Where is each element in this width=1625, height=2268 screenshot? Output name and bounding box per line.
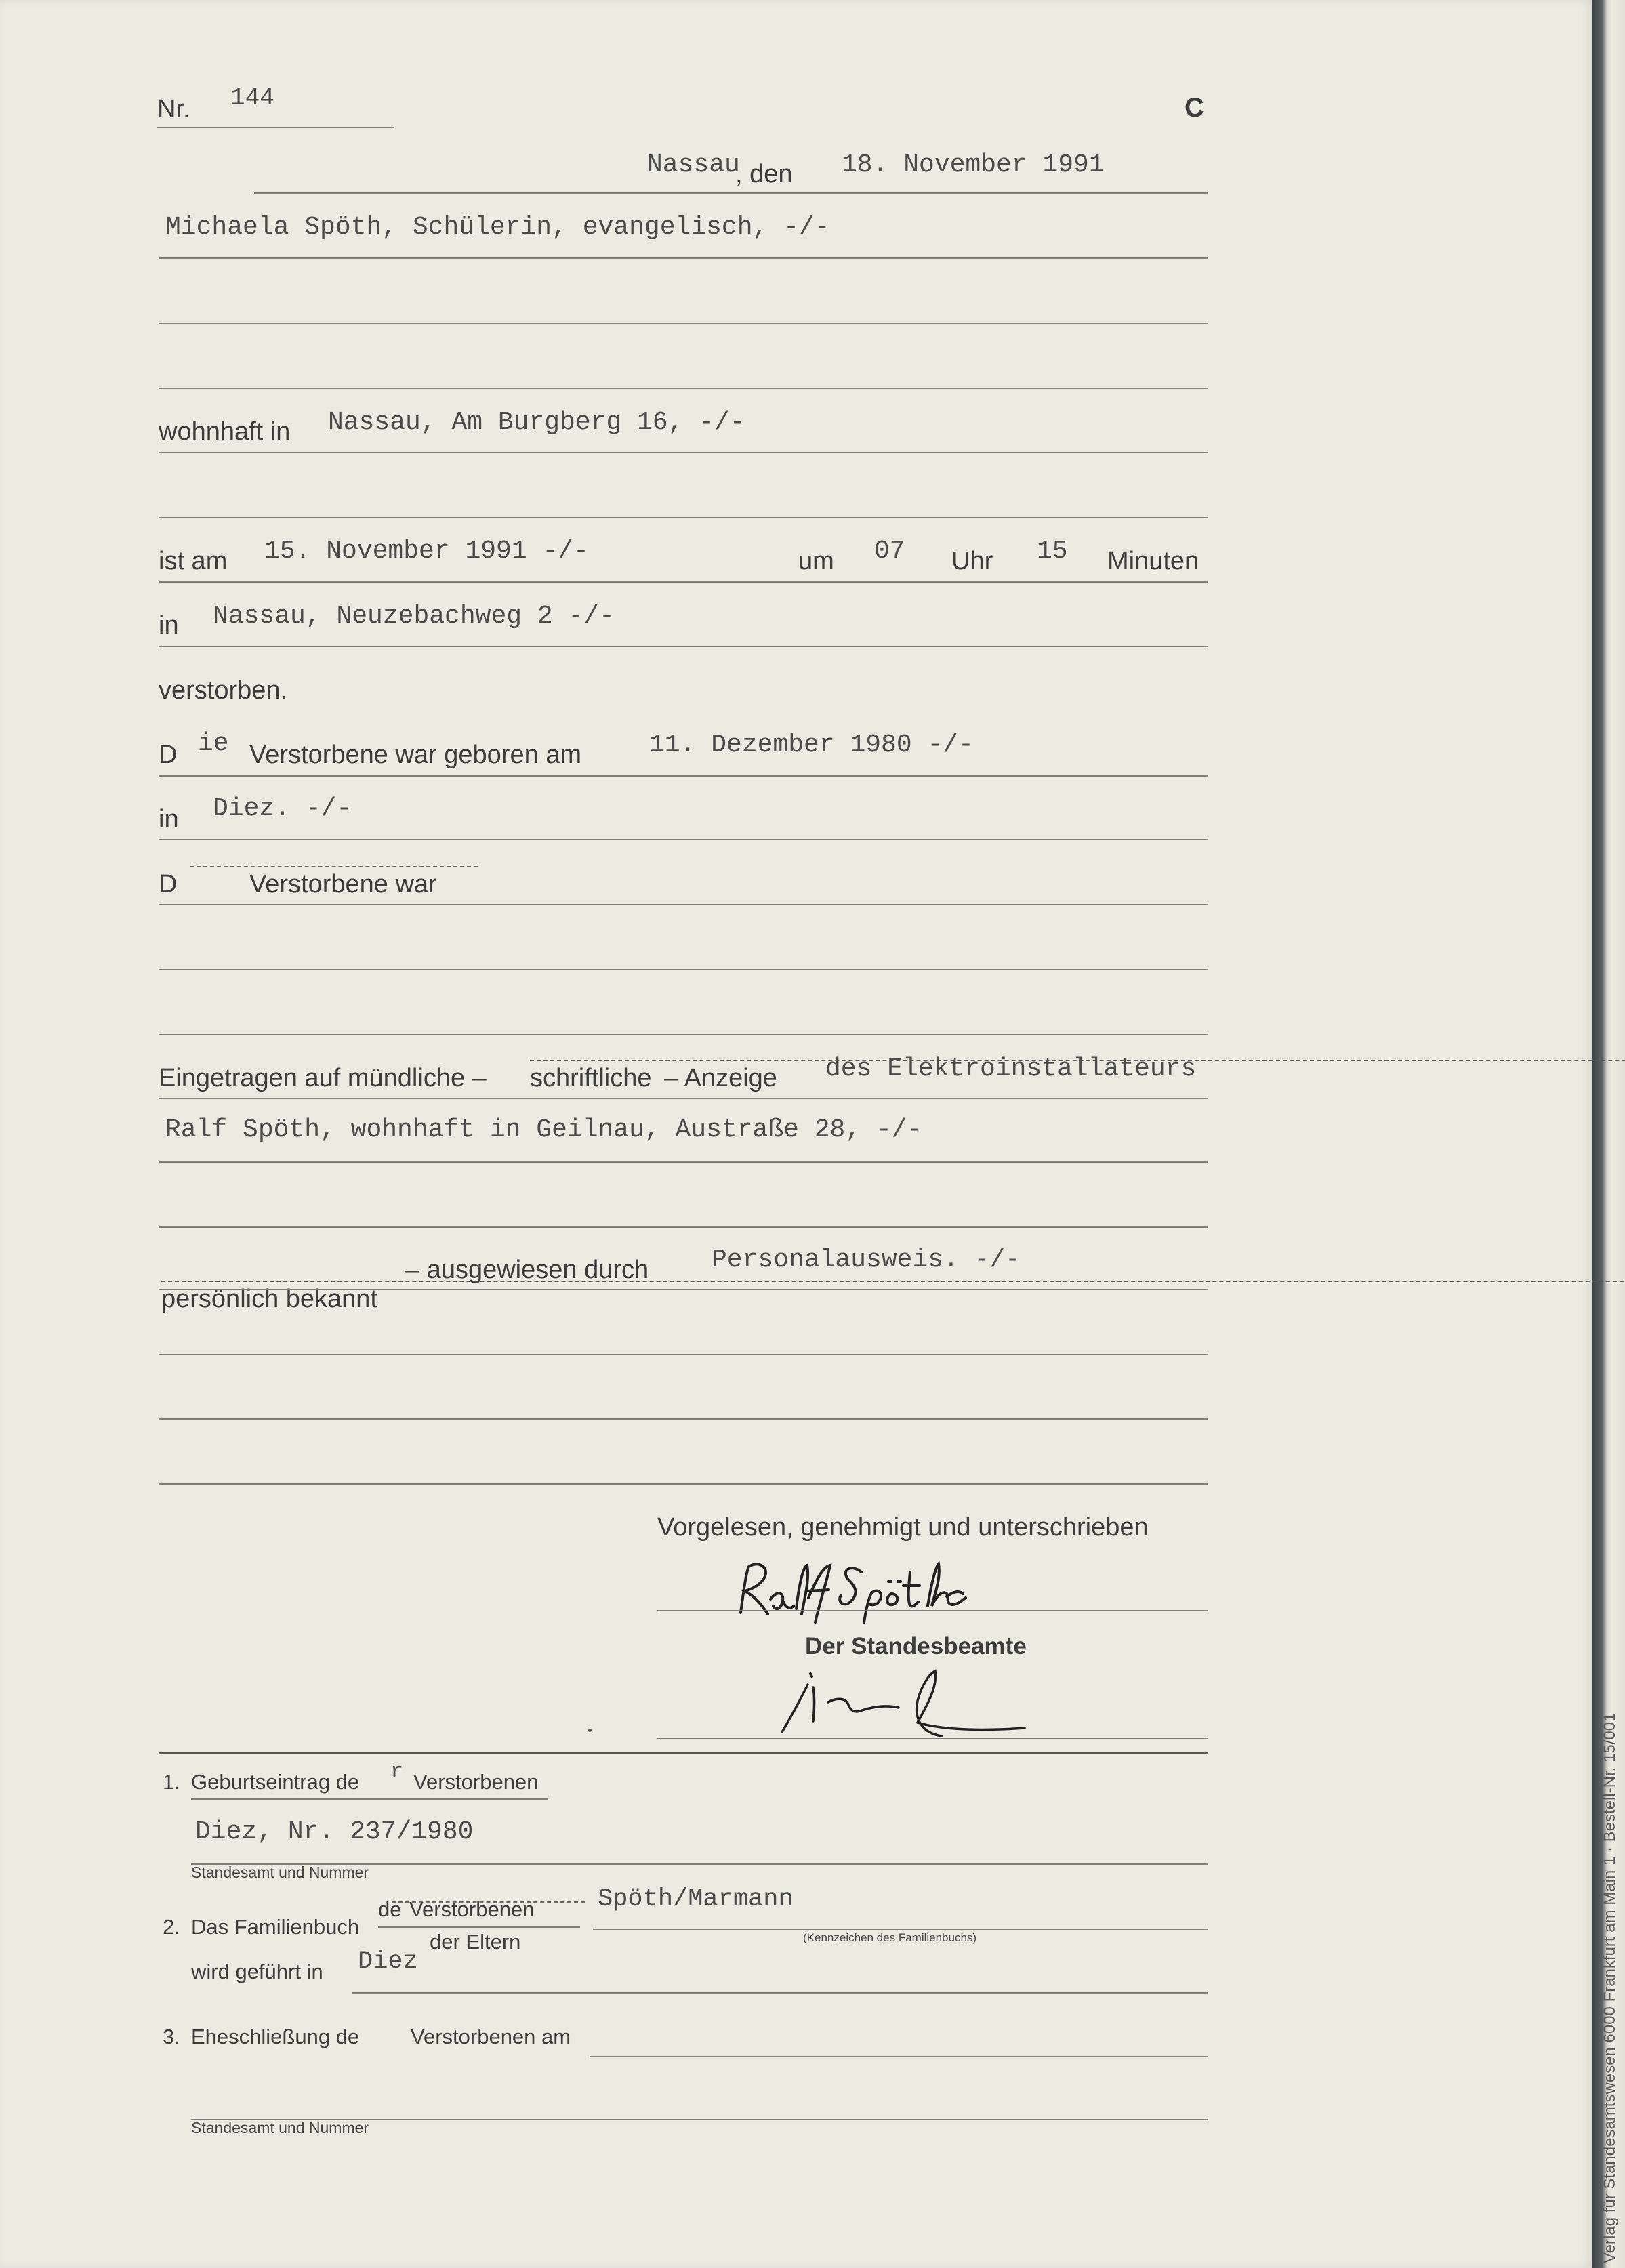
footnote-2-caption: (Kennzeichen des Familienbuchs) (803, 1931, 977, 1944)
form-letter: C (1185, 93, 1204, 123)
register-date: 18. November 1991 (842, 150, 1105, 180)
blank-line-2 (159, 388, 1208, 389)
footnote-2-verstorbenen: Verstorbenen (409, 1897, 535, 1921)
footnote-2-label-a: Das Familienbuch (191, 1915, 360, 1939)
footnote-2-value-line (593, 1929, 1208, 1930)
struck-personally-known: persönlich bekannt (161, 1285, 1625, 1314)
registration-line (159, 1098, 1208, 1099)
footnote-1-value: Diez, Nr. 237/1980 (195, 1817, 474, 1847)
birth-place-line (159, 839, 1208, 840)
blank-line-1 (159, 323, 1208, 324)
publisher-side-print: Verlag für Standesamtswesen 6000 Frankfurt am Main 1 · Bestell-Nr. 15/001 (1601, 1712, 1619, 2263)
entry-number: 144 (230, 84, 274, 112)
registration-suffix: – Anzeige (664, 1064, 777, 1092)
footnote-1-label-b: Verstorbenen (413, 1770, 539, 1794)
register-place: Nassau (647, 150, 740, 180)
residence-value: Nassau, Am Burgberg 16, -/- (328, 408, 745, 437)
blank-line-9 (159, 1483, 1208, 1485)
verstorben-label: verstorben. (159, 676, 288, 705)
residence-label: wohnhaft in (159, 417, 291, 446)
footnote-1-label-a: Geburtseintrag de (191, 1770, 360, 1794)
status-strike-line (190, 866, 478, 867)
birth-d-label: D (159, 741, 178, 769)
footnote-1-label-line (191, 1798, 548, 1800)
footnote-2-number: 2. (163, 1915, 180, 1939)
uhr-label: Uhr (951, 547, 993, 575)
identity-label: – ausgewiesen durch (405, 1256, 649, 1284)
birth-d-suffix: ie (198, 729, 229, 758)
born-label: Verstorbene war geboren am (249, 741, 582, 769)
blank-line-3 (159, 517, 1208, 518)
footnote-3-caption: Standesamt und Nummer (191, 2119, 369, 2137)
registrar-signature (773, 1660, 1030, 1748)
ink-dot (588, 1729, 592, 1732)
footnote-divider (159, 1752, 1208, 1754)
footnote-3-label-b: Verstorbenen am (411, 2025, 571, 2048)
status-line (159, 904, 1208, 905)
deceased-name: Michaela Spöth, Schülerin, evangelisch, -/- (165, 213, 830, 242)
birth-in-label: in (159, 805, 179, 833)
informant-line (159, 1161, 1208, 1163)
footnote-2-fraction-line (378, 1926, 580, 1928)
identity-line (159, 1289, 1208, 1290)
date-line (254, 192, 1208, 194)
death-place: Nassau, Neuzebachweg 2 -/- (213, 602, 615, 631)
footnote-1-suffix: r (390, 1759, 404, 1784)
ist-am-label: ist am (159, 547, 228, 575)
death-date-line (159, 581, 1208, 583)
death-in-label: in (159, 611, 179, 640)
name-line (159, 257, 1208, 259)
um-label: um (798, 547, 834, 575)
registrar-signature-line (657, 1738, 1208, 1739)
blank-line-7 (159, 1354, 1208, 1355)
nr-underline (157, 127, 394, 128)
residence-line (159, 452, 1208, 453)
footnote-3-number: 3. (163, 2025, 180, 2048)
nr-label: Nr. (157, 95, 190, 123)
footnote-1-number: 1. (163, 1770, 180, 1794)
death-hour: 07 (874, 537, 905, 566)
death-minutes: 15 (1037, 537, 1068, 566)
status-label: Verstorbene war (249, 870, 437, 899)
death-date: 15. November 1991 -/- (264, 537, 589, 566)
informant-signature (728, 1552, 986, 1626)
footnote-3-label: Eheschließung de (191, 2025, 360, 2048)
blank-line-5 (159, 1034, 1208, 1035)
registrar-label: Der Standesbeamte (805, 1633, 1027, 1659)
footnote-2-label-b: wird geführt in (191, 1960, 323, 1983)
birth-date: 11. Dezember 1980 -/- (649, 730, 974, 760)
blank-line-6 (159, 1226, 1208, 1228)
footnote-2-value: Spöth/Marmann (598, 1885, 794, 1914)
birth-date-line (159, 775, 1208, 777)
read-approved-label: Vorgelesen, genehmigt und unterschrieben (657, 1513, 1149, 1542)
blank-line-4 (159, 969, 1208, 970)
footnote-1-caption: Standesamt und Nummer (191, 1863, 369, 1881)
den-label: , den (735, 160, 793, 188)
informant-line-1: des Elektroinstallateurs (825, 1054, 1197, 1084)
footnote-2-place: Diez (358, 1947, 418, 1976)
struck-written: schriftliche (530, 1064, 1625, 1093)
identity-document: Personalausweis. -/- (712, 1245, 1021, 1275)
blank-line-8 (159, 1418, 1208, 1420)
footnote-2-parents: der Eltern (430, 1930, 521, 1954)
footnote-2-de: de (378, 1897, 402, 1921)
footnote-2-place-line (352, 1992, 1208, 1994)
informant-line-2: Ralf Spöth, wohnhaft in Geilnau, Austraße 28, -/- (165, 1115, 923, 1145)
minuten-label: Minuten (1107, 547, 1199, 575)
informant-signature-line (657, 1610, 1208, 1611)
birth-place: Diez. -/- (213, 794, 352, 823)
death-place-line (159, 646, 1208, 647)
registration-prefix: Eingetragen auf mündliche – (159, 1064, 487, 1092)
footnote-3-value-line (590, 2056, 1208, 2057)
status-d-label: D (159, 870, 178, 899)
